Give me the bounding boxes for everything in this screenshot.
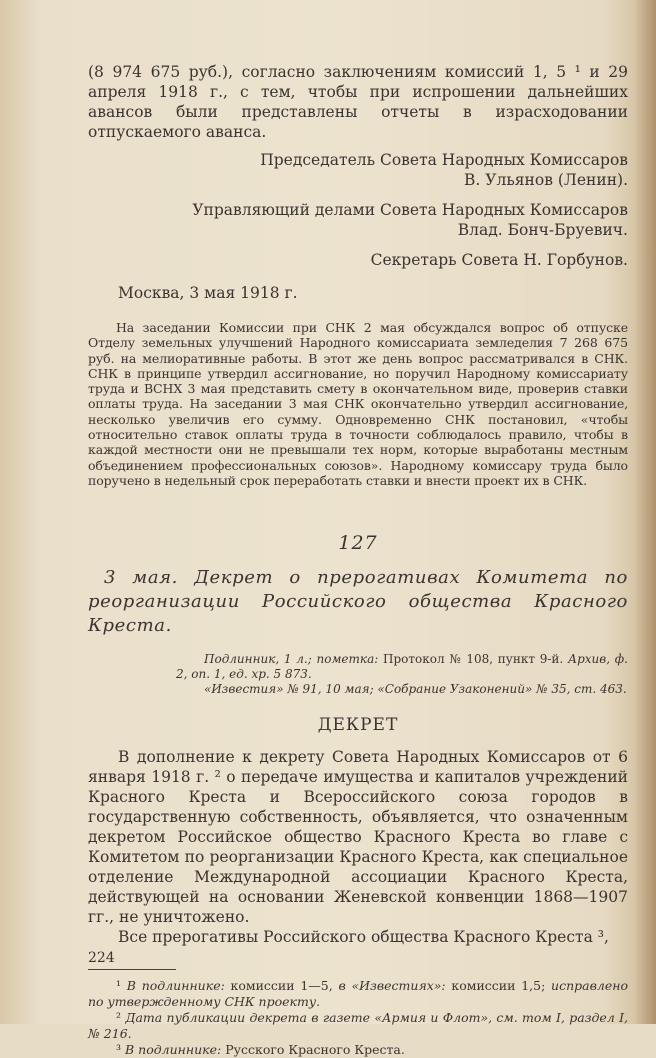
signature-title: Председатель Совета Народных Комиссаров: [260, 151, 628, 169]
book-spine-shadow: [634, 0, 656, 1024]
body-paragraph-2: Все прерогативы Российского общества Красного Креста ³,: [118, 928, 609, 947]
editor-note: На заседании Комиссии при СНК 2 мая обсуждался вопрос об отпуске Отделу земельных улучшений Народного комиссариата земледелия 7 268 675 руб. на мелиоративные работы. В этот же день вопрос рассматривался в СНК. СНК в принципе утвердил ассигнование, но поручил Народному комиссариату труда и ВСНХ 3 мая представить смету в окончательном виде, проверив ставки оплаты труда. На заседании 3 мая СНК окончательно утвердил ассигнование, несколько увеличив его сумму. Одновременно СНК постановил, «чтобы относительно ставок оплаты труда в точности соблюдалось правило, чтобы в каждой местности они не превышали тех норм, которые выработаны местным объединением профессиональных союзов». Народному комиссару труда было поручено в недельный срок переработать ставки и внести проект их в СНК.: [88, 320, 628, 488]
decree-heading: ДЕКРЕТ: [317, 715, 399, 736]
page-number: 224: [88, 950, 115, 966]
document-title: 3 мая. Декрет о прерогативах Комитета по реорганизации Российского общества Красного Креста.: [88, 567, 628, 637]
signature-chairman: [88, 150, 628, 190]
footnote-3: ³ В подлиннике: Русского Красного Креста.: [116, 1042, 405, 1058]
place-date: Москва, 3 мая 1918 г.: [118, 284, 298, 302]
signature-manager: [88, 200, 628, 240]
footnote-1: ¹ В подлиннике: комиссии 1—5, в «Известиях»: комиссии 1,5; исправлено по утвержденному СНК проекту.: [88, 978, 628, 1010]
source-line-2: «Известия» № 91, 10 мая; «Собрание Узаконений» № 35, ст. 463.: [204, 682, 627, 697]
signature-name: В. Ульянов (Ленин).: [464, 171, 628, 189]
signature-name: Влад. Бонч-Бруевич.: [457, 221, 628, 239]
signature-secretary: [88, 250, 628, 270]
footnote-2: ² Дата публикации декрета в газете «Армия и Флот», см. том I, раздел I, № 216.: [88, 1010, 628, 1042]
footnote-divider: [88, 969, 176, 970]
body-paragraph-1: В дополнение к декрету Совета Народных Комиссаров от 6 января 1918 г. ² о передаче имущества и капиталов учреждений Красного Креста и Всероссийского союза городов в государственную собственность, объявляется, что означенным декретом Российское общество Красного Креста во главе с Комитетом по реорганизации Красного Креста, как специальное отделение Международной ассоциации Красного Креста, действующей на основании Женевской конвенции 1868—1907 гг., не уничтожено.: [88, 748, 628, 927]
continuation-paragraph: (8 974 675 руб.), согласно заключениям комиссий 1, 5 ¹ и 29 апреля 1918 г., с тем, чтобы при испрошении дальнейших авансов были представлены отчеты в израсходовании отпускаемого аванса.: [88, 63, 628, 141]
signature-title: Управляющий делами Совета Народных Комиссаров: [192, 201, 628, 219]
page-content: [88, 62, 628, 1058]
document-number: 127: [338, 532, 378, 555]
source-line-1: Подлинник, 1 л.; пометка: Протокол № 108, пункт 9-й. Архив, ф. 2, оп. 1, ед. хр. 5 873.: [176, 652, 628, 682]
signature-title: Секретарь Совета Н. Горбунов.: [370, 251, 628, 269]
source-reference: [176, 652, 628, 697]
